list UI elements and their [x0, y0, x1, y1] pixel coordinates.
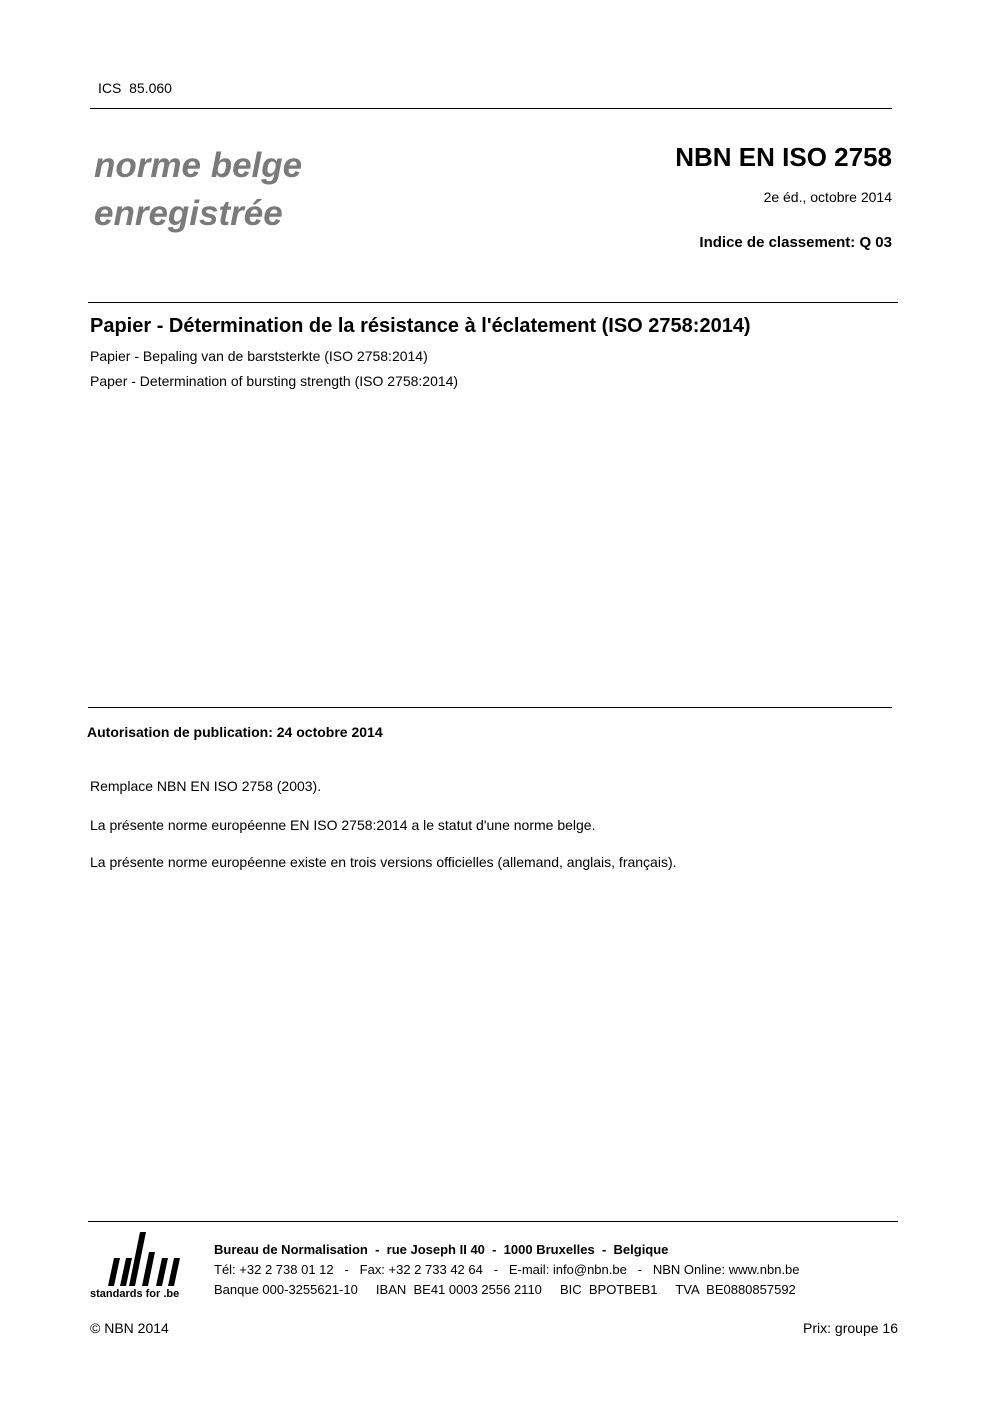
footer-bank: Banque 000-3255621-10 IBAN BE41 0003 2556 2110 BIC BPOTBEB1 TVA BE0880857592	[214, 1282, 796, 1297]
footer-address: Bureau de Normalisation - rue Joseph II 40 - 1000 Bruxelles - Belgique	[214, 1242, 669, 1257]
edition-date: 2e éd., octobre 2014	[763, 189, 892, 205]
ics-code: ICS 85.060	[98, 80, 172, 96]
norme-belge-heading	[94, 142, 302, 238]
classification-index: Indice de classement: Q 03	[699, 234, 892, 251]
paragraph-replaces: Remplace NBN EN ISO 2758 (2003).	[90, 778, 322, 794]
norme-line-1: norme belge	[94, 146, 303, 185]
paragraph-versions: La présente norme européenne existe en trois versions officielles (allemand, anglais, français).	[90, 854, 677, 870]
title-rule	[88, 302, 898, 303]
nbn-logo-mark	[104, 1228, 188, 1290]
header-rule	[90, 108, 892, 109]
footer-rule	[88, 1221, 898, 1222]
norme-line-2: enregistrée	[94, 194, 283, 233]
standard-code: NBN EN ISO 2758	[675, 142, 892, 172]
title-dutch: Papier - Bepaling van de barststerkte (ISO 2758:2014)	[90, 348, 428, 364]
copyright: © NBN 2014	[90, 1320, 169, 1336]
footer-contact: Tél: +32 2 738 01 12 - Fax: +32 2 733 42 64 - E-mail: info@nbn.be - NBN Online: www.nbn.be	[214, 1262, 800, 1277]
publication-rule	[88, 707, 892, 708]
logo-tagline: standards for .be	[90, 1288, 180, 1300]
nbn-logo	[90, 1228, 202, 1306]
title-french: Papier - Détermination de la résistance à l'éclatement (ISO 2758:2014)	[90, 315, 751, 337]
paragraph-status: La présente norme européenne EN ISO 2758:2014 a le statut d'une norme belge.	[90, 817, 596, 833]
title-english: Paper - Determination of bursting strength (ISO 2758:2014)	[90, 373, 459, 389]
price-group: Prix: groupe 16	[803, 1320, 898, 1336]
publication-authorisation: Autorisation de publication: 24 octobre 2014	[87, 724, 383, 740]
